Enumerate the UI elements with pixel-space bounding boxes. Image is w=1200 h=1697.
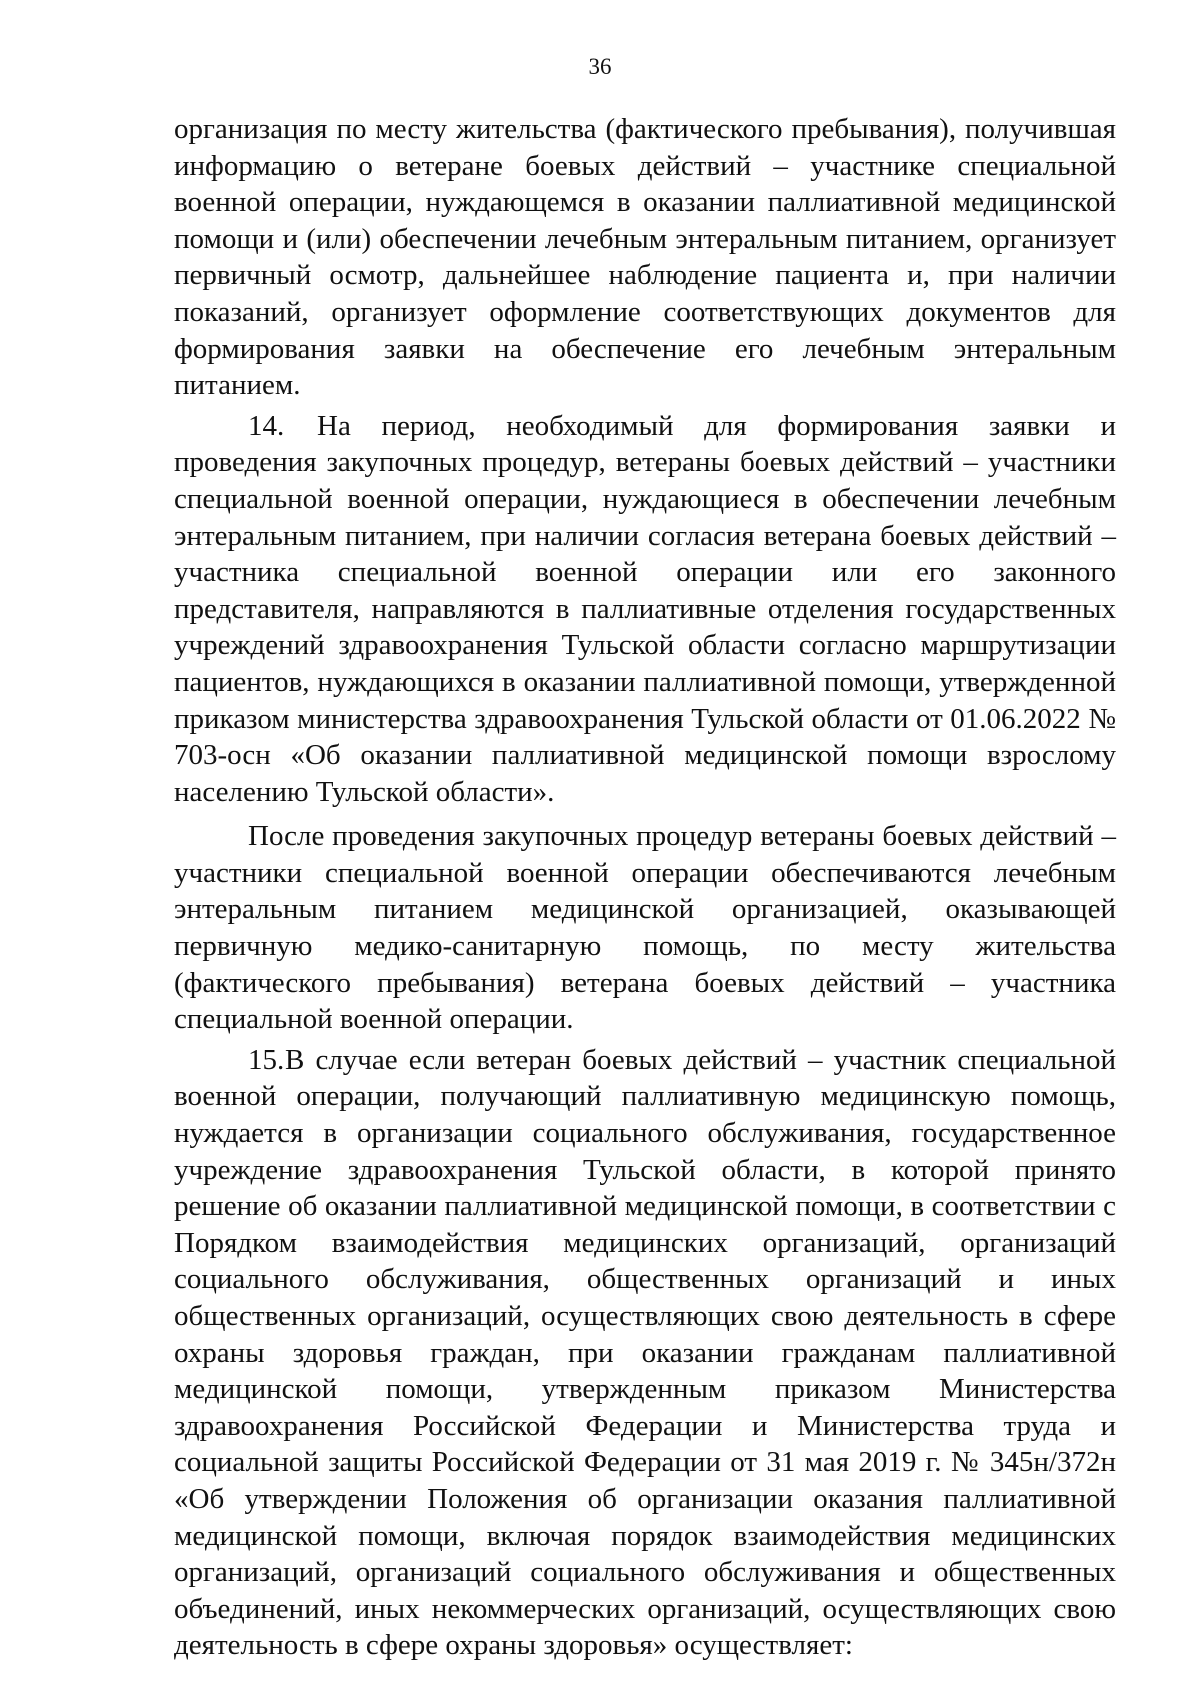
paragraph-text: В случае если ветеран боевых действий – участник специальной военной операции, получающий паллиативную медицинскую помощь, нуждается в организации социального обслуживания, государственное учреждение здравоохранения Тульской области, в которой принято решение об оказании паллиативной медицинской помощи, в соответствии с Порядком взаимодействия медицинских организаций, организаций социального обслуживания, общественных организаций и иных общественных организаций, осуществляющих свою деятельность в сфере охраны здоровья граждан, при оказании гражданам паллиативной медицинской помощи, утвержденным приказом Министерства здравоохранения Российской Федерации и Министерства труда и социальной защиты Российской Федерации от 31 мая 2019 г. № 345н/372н «Об утверждении Положения об организации оказания паллиативной медицинской помощи, включая порядок взаимодействия медицинских организаций, организаций социального обслуживания и общественных объединений, иных некоммерческих организаций, осуществляющих свою деятельность в сфере охраны здоровья» осуществляет:: [174, 1043, 1116, 1662]
page-number: 36: [588, 54, 612, 79]
paragraph-after-procurement: После проведения закупочных процедур ветераны боевых действий – участники специальной военной операции обеспечиваются лечебным энтеральным питанием медицинской организацией, оказывающей первичную медико-санитарную помощь, по месту жительства (фактического пребывания) ветерана боевых действий – участника специальной военной операции.: [174, 820, 1116, 1036]
paragraph-text: На период, необходимый для формирования заявки и проведения закупочных процедур, ветераны боевых действий – участники специальной военной операции, нуждающиеся в обеспечении лечебным энтеральным питанием, при наличии согласия ветерана боевых действий – участника специальной военной операции или его законного представителя, направляются в паллиативные отделения государственных учреждений здравоохранения Тульской области согласно маршрутизации пациентов, нуждающихся в оказании паллиативной помощи, утвержденной приказом министерства здравоохранения Тульской области от 01.06.2022 № 703-осн «Об оказании паллиативной медицинской помощи взрослому населению Тульской области».: [174, 409, 1116, 808]
paragraph-number: 15.: [248, 1043, 285, 1076]
paragraph-number: 14.: [248, 409, 285, 442]
paragraph-15: [174, 1042, 1116, 1664]
paragraph-14: [174, 408, 1116, 811]
paragraph-continued: организация по месту жительства (фактического пребывания), получившая информацию о ветеране боевых действий – участнике специальной военной операции, нуждающемся в оказании паллиативной медицинской помощи и (или) обеспечении лечебным энтеральным питанием, организует первичный осмотр, дальнейшее наблюдение пациента и, при наличии показаний, организует оформление соответствующих документов для формирования заявки на обеспечение его лечебным энтеральным питанием.: [174, 113, 1116, 402]
document-body: [174, 111, 1116, 1664]
